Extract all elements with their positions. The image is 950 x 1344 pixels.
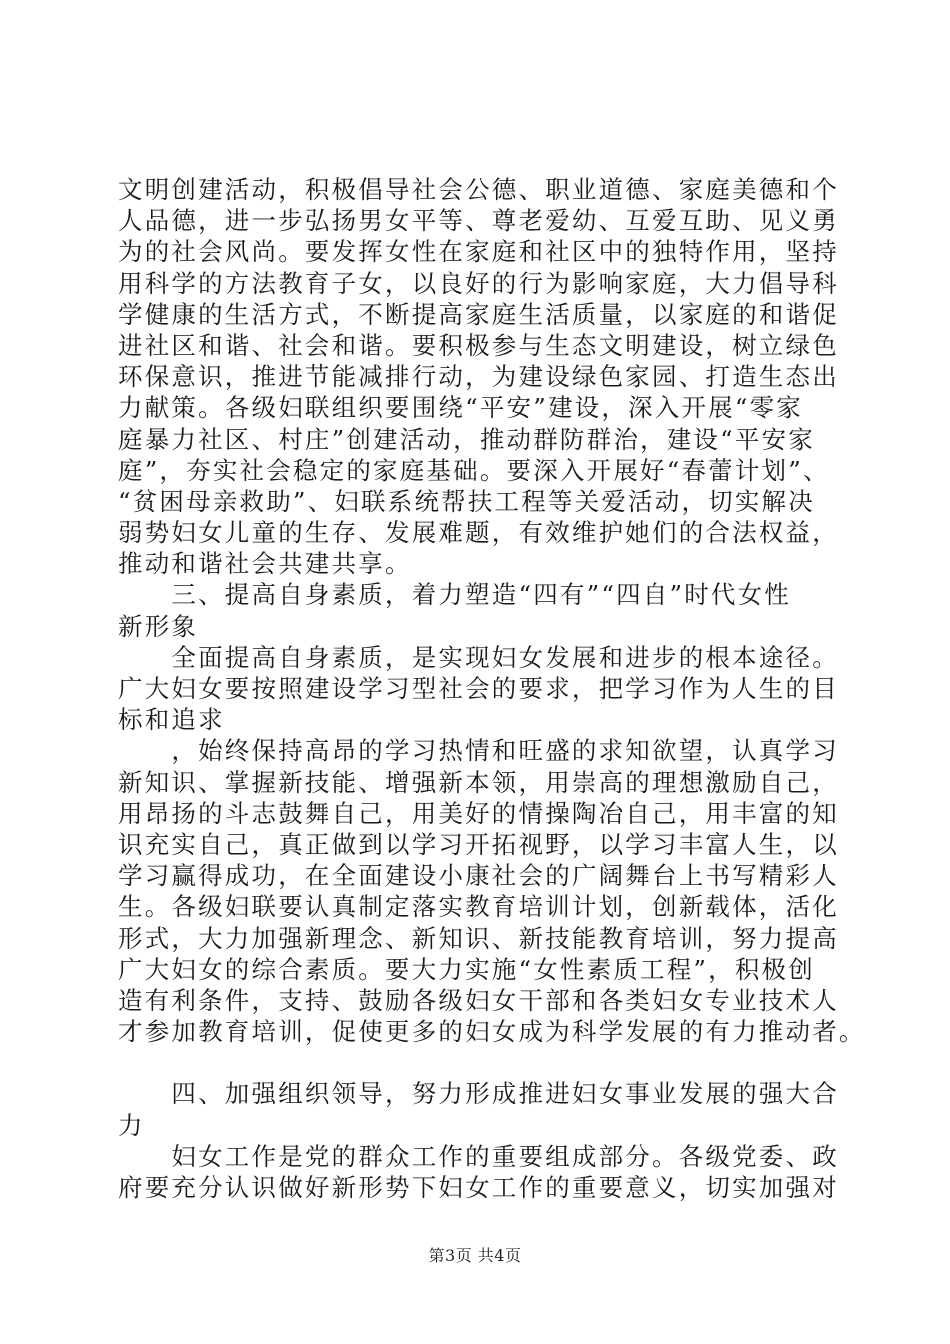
text-line: 庭”，夯实社会稳定的家庭基础。要深入开展好“春蕾计划”、 bbox=[118, 455, 830, 485]
text-line: 才参加教育培训，促使更多的妇女成为科学发展的有力推动者。 bbox=[118, 1017, 866, 1047]
text-line: 用昂扬的斗志鼓舞自己，用美好的情操陶冶自己，用丰富的知 bbox=[118, 798, 839, 828]
text-line: 形式，大力加强新理念、新知识、新技能教育培训，努力提高 bbox=[118, 923, 839, 953]
text-line: 妇女工作是党的群众工作的重要组成部分。各级党委、政 bbox=[118, 1141, 839, 1171]
document-body bbox=[118, 174, 866, 1203]
text-line: 识充实自己，真正做到以学习开拓视野，以学习丰富人生，以 bbox=[118, 829, 839, 859]
text-line: 人品德，进一步弘扬男女平等、尊老爱幼、互爱互助、见义勇 bbox=[118, 206, 839, 236]
text-line: 推动和谐社会共建共享。 bbox=[118, 549, 412, 579]
text-line: 新知识、掌握新技能、增强新本领，用崇高的理想激励自己， bbox=[118, 767, 839, 797]
text-line: 生。各级妇联要认真制定落实教育培训计划，创新载体，活化 bbox=[118, 892, 839, 922]
text-line: 造有利条件，支持、鼓励各级妇女干部和各类妇女专业技术人 bbox=[118, 985, 839, 1015]
text-line: ，始终保持高昂的学习热情和旺盛的求知欲望，认真学习 bbox=[118, 736, 839, 766]
text-line: 文明创建活动，积极倡导社会公德、职业道德、家庭美德和个 bbox=[118, 175, 839, 204]
text-line: 学习赢得成功，在全面建设小康社会的广阔舞台上书写精彩人 bbox=[118, 861, 839, 891]
text-line: 进社区和谐、社会和谐。要积极参与生态文明建设，树立绿色 bbox=[118, 330, 839, 360]
text-line: 三、提高自身素质，着力塑造“四有”“四自”时代女性 bbox=[118, 580, 791, 610]
text-line: 用科学的方法教育子女，以良好的行为影响家庭，大力倡导科 bbox=[118, 268, 839, 298]
text-line: 力 bbox=[118, 1110, 145, 1140]
text-line: 标和追求 bbox=[118, 705, 225, 735]
page-footer: 第3页 共4页 bbox=[428, 1246, 522, 1265]
text-line: 学健康的生活方式，不断提高家庭生活质量，以家庭的和谐促 bbox=[118, 299, 839, 329]
text-line: 新形象 bbox=[118, 611, 199, 641]
text-line: 力献策。各级妇联组织要围绕“平安”建设，深入开展“零家 bbox=[118, 393, 803, 423]
text-line: 全面提高自身素质，是实现妇女发展和进步的根本途径。 bbox=[118, 642, 839, 672]
text-line: 弱势妇女儿童的生存、发展难题，有效维护她们的合法权益， bbox=[118, 518, 839, 548]
text-line: 为的社会风尚。要发挥女性在家庭和社区中的独特作用，坚持 bbox=[118, 237, 839, 267]
text-line: 府要充分认识做好新形势下妇女工作的重要意义，切实加强对 bbox=[118, 1173, 839, 1202]
text-line: 环保意识，推进节能减排行动，为建设绿色家园、打造生态出 bbox=[118, 362, 839, 392]
text-line: “贫困母亲救助”、妇联系统帮扶工程等关爱活动，切实解决 bbox=[118, 486, 815, 516]
text-line: 广大妇女的综合素质。要大力实施“女性素质工程”，积极创 bbox=[118, 954, 815, 984]
text-line: 四、加强组织领导，努力形成推进妇女事业发展的强大合 bbox=[118, 1079, 839, 1109]
blank-line bbox=[118, 1047, 858, 1078]
text-line: 庭暴力社区、村庄”创建活动，推动群防群治，建设“平安家 bbox=[118, 424, 815, 454]
text-line: 广大妇女要按照建设学习型社会的要求，把学习作为人生的目 bbox=[118, 674, 839, 703]
